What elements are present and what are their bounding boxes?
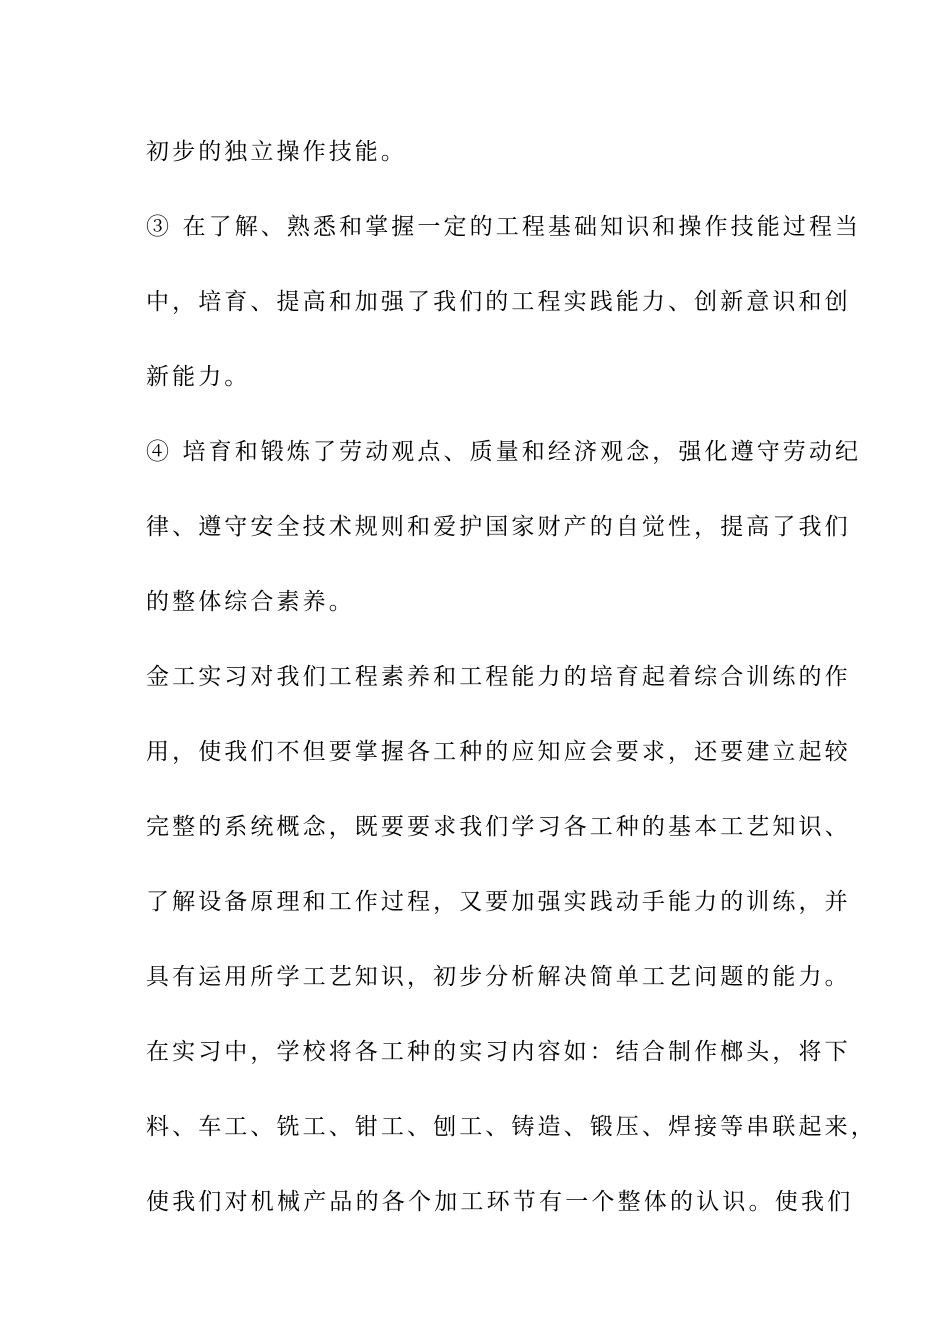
text-line: 用，使我们不但要掌握各工种的应知应会要求，还要建立起较 bbox=[146, 739, 851, 765]
text-line: 律、遵守安全技术规则和爱护国家财产的自觉性，提高了我们 bbox=[146, 514, 851, 540]
text-line: 料、车工、铣工、钳工、刨工、铸造、锻压、焊接等串联起来， bbox=[146, 1114, 877, 1140]
text-line: 了解设备原理和工作过程，又要加强实践动手能力的训练，并 bbox=[146, 889, 851, 915]
text-line: 金工实习对我们工程素养和工程能力的培育起着综合训练的作 bbox=[146, 664, 851, 690]
text-line: 在实习中，学校将各工种的实习内容如：结合制作榔头，将下 bbox=[146, 1039, 851, 1065]
text-line: 完整的系统概念，既要要求我们学习各工种的基本工艺知识、 bbox=[146, 814, 851, 840]
text-line: ④ 培育和锻炼了劳动观点、质量和经济观念，强化遵守劳动纪 bbox=[146, 439, 862, 465]
text-line: 新能力。 bbox=[146, 364, 251, 390]
text-line: 初步的独立操作技能。 bbox=[146, 139, 407, 165]
text-line: 中，培育、提高和加强了我们的工程实践能力、创新意识和创 bbox=[146, 289, 851, 315]
text-line: 的整体综合素养。 bbox=[146, 589, 355, 615]
text-line: 具有运用所学工艺知识，初步分析解决简单工艺问题的能力。 bbox=[146, 964, 851, 990]
text-line: 使我们对机械产品的各个加工环节有一个整体的认识。使我们 bbox=[146, 1189, 854, 1215]
text-line: ③ 在了解、熟悉和掌握一定的工程基础知识和操作技能过程当 bbox=[146, 214, 862, 240]
